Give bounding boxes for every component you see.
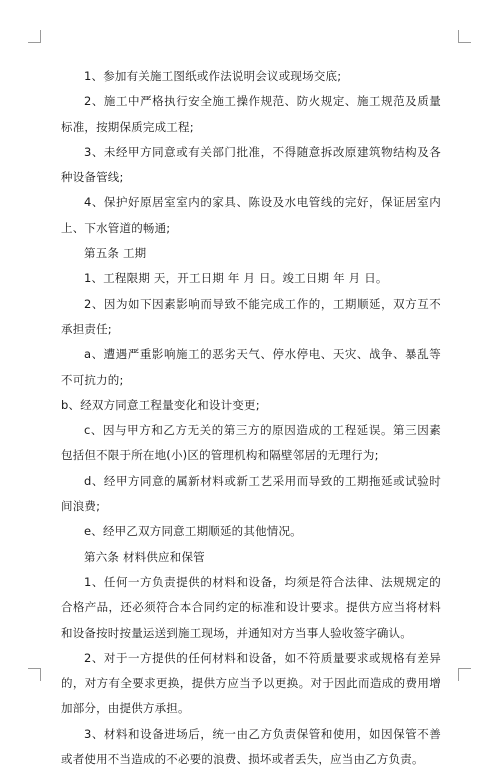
paragraph-5-2a: a、遭遇严重影响施工的恶劣天气、停水停电、天灾、战争、暴乱等不可抗力的; — [61, 347, 441, 387]
crop-mark-top-left — [28, 30, 41, 43]
paragraph-5-2d: d、经甲方同意的属新材料或新工艺采用而导致的工期拖延或试验时间浪费; — [61, 473, 441, 514]
paragraph-1: 1、参加有关施工图纸或作法说明会议或现场交底; — [84, 69, 342, 83]
paragraph-2: 2、施工中严格执行安全施工操作规范、防火规定、施工规范及质量标准，按期保质完成工程; — [61, 94, 441, 134]
paragraph-6-2: 2、对于一方提供的任何材料和设备，如不符质量要求或规格有差异的，对方有全要求更换，提供方应当予以更换。对于因此而造成的费用增加部分，由提供方承担。 — [61, 650, 441, 716]
paragraph-5-1: 1、工程限期 天，开工日期 年 月 日。竣工日期 年 月 日。 — [84, 271, 388, 286]
paragraph-6-3: 3、材料和设备进场后，统一由乙方负责保管和使用，如因保管不善或者使用不当造成的不必要的浪费、损坏或者丢失，应当由乙方负责。 — [61, 726, 441, 767]
paragraph-5-2e: e、经甲乙双方同意工期顺延的其他情况。 — [84, 524, 302, 539]
paragraph-5-2c: c、因与甲方和乙方无关的第三方的原因造成的工程延误。第三因素包括但不限于所在地(小)区的管理机构和隔壁邻居的无理行为; — [61, 423, 441, 463]
paragraph-4: 4、保护好原居室室内的家具、陈设及水电管线的完好，保证居室内上、下水管道的畅通; — [61, 195, 441, 235]
paragraph-3: 3、未经甲方同意或有关部门批准，不得随意拆改原建筑物结构及各种设备管线; — [61, 144, 441, 185]
section-heading-5: 第五条 工期 — [84, 246, 147, 261]
paragraph-5-2b: b、经双方同意工程量变化和设计变更; — [61, 397, 260, 412]
crop-mark-bottom-right — [458, 668, 471, 681]
document-body — [61, 64, 441, 772]
section-heading-6: 第六条 材料供应和保管 — [84, 549, 205, 564]
paragraph-5-2: 2、因为如下因素影响而导致不能完成工作的，工期顺延，双方互不承担责任; — [61, 296, 441, 336]
crop-mark-bottom-left — [28, 668, 41, 681]
paragraph-6-1: 1、任何一方负责提供的材料和设备，均须是符合法律、法规规定的合格产品，还必须符合本合同约定的标准和设计要求。提供方应当将材料和设备按时按量运送到施工现场，并通知对方当事人验收签字确认。 — [61, 574, 441, 640]
crop-mark-top-right — [458, 30, 471, 43]
